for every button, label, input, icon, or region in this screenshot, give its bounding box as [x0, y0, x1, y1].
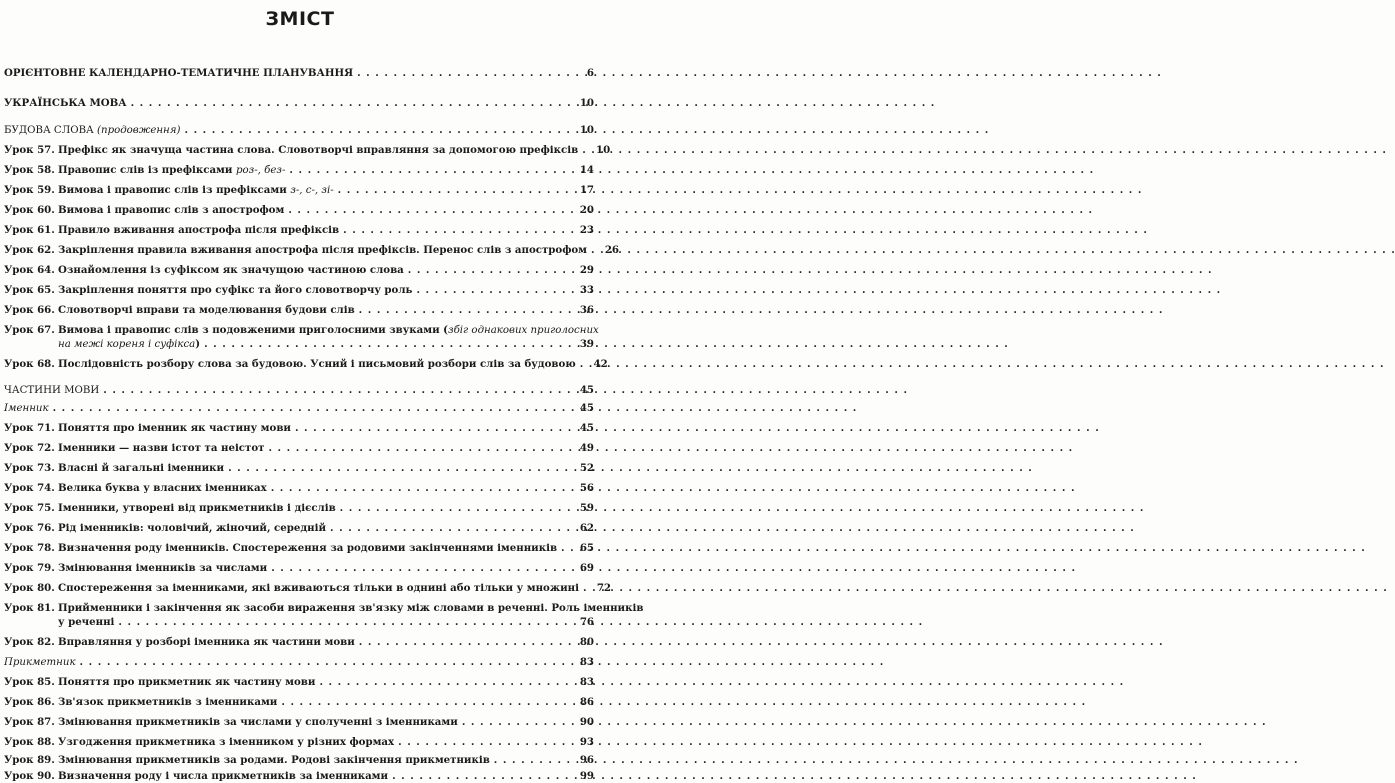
lesson-number: Урок 81.	[4, 602, 55, 614]
page-number: 17	[579, 184, 594, 196]
entry-text: Велика буква у власних іменниках	[58, 482, 267, 494]
entry-text: Змінювання іменників за числами	[58, 562, 268, 574]
leader-dots	[580, 358, 588, 371]
toc-entry[interactable]	[4, 770, 594, 783]
leader-dots	[288, 204, 574, 217]
page-number: 86	[579, 696, 594, 708]
lesson-number: Урок 68.	[4, 358, 55, 370]
leader-dots	[392, 770, 574, 783]
page-number: 33	[579, 284, 594, 296]
leader-dots	[408, 264, 574, 277]
leader-dots	[118, 616, 574, 629]
toc-entry[interactable]	[4, 602, 644, 615]
page-number: 56	[579, 482, 594, 494]
page-number: 45	[579, 402, 594, 414]
lesson-number: Урок 72.	[4, 442, 55, 454]
lesson-number: Урок 62.	[4, 244, 55, 256]
entry-text-italic-line2: на межі кореня і суфікса	[58, 339, 196, 350]
leader-dots	[343, 224, 574, 237]
toc-entry[interactable]	[4, 442, 594, 455]
entry-text: Іменники — назви істот та неістот	[58, 442, 265, 454]
toc-entry[interactable]	[4, 97, 594, 110]
lesson-number: Урок 73.	[4, 462, 55, 474]
page-number: 14	[579, 164, 594, 176]
page-number: 80	[579, 636, 594, 648]
lesson-number: Урок 66.	[4, 304, 55, 316]
leader-dots	[340, 502, 574, 515]
leader-dots	[462, 716, 574, 729]
lesson-number: Урок 58.	[4, 164, 55, 176]
leader-dots	[359, 304, 574, 317]
lesson-number: Урок 75.	[4, 502, 55, 514]
page-number: 6	[586, 67, 594, 79]
page-number: 76	[579, 616, 594, 628]
toc-entry[interactable]	[4, 284, 594, 297]
entry-text: Змінювання прикметників за родами. Родові закінчення прикметників	[58, 754, 490, 766]
lesson-number: Урок 57.	[4, 144, 55, 156]
leader-dots	[295, 422, 574, 435]
page-number: 45	[579, 384, 594, 396]
entry-text: Вправляння у розборі іменника як частини мови	[58, 636, 355, 648]
page-number: 59	[579, 502, 594, 514]
leader-dots	[319, 676, 574, 689]
lesson-number: Урок 85.	[4, 676, 55, 688]
entry-text: Рід іменників: чоловічий, жіночий, середній	[58, 522, 327, 534]
page-number: 42	[593, 358, 608, 370]
page-number: 10	[596, 144, 611, 156]
lesson-number: Урок 61.	[4, 224, 55, 236]
lesson-number: Урок 90.	[4, 770, 55, 782]
leader-dots	[561, 542, 574, 555]
lesson-number: Урок 86.	[4, 696, 55, 708]
lesson-number: Урок 89.	[4, 754, 55, 766]
entry-text: Вимова і правопис слів з апострофом	[58, 204, 285, 216]
page-number: 65	[579, 542, 594, 554]
entry-text-line2: у реченні	[58, 616, 115, 628]
leader-dots	[494, 754, 574, 767]
toc-entry[interactable]	[4, 324, 599, 337]
entry-text: Іменники, утворені від прикметників і дієслів	[58, 502, 336, 514]
entry-text: УКРАЇНСЬКА МОВА	[4, 97, 127, 109]
toc-entry[interactable]	[4, 358, 608, 371]
page-number: 83	[579, 676, 594, 688]
page-number: 23	[579, 224, 594, 236]
leader-dots	[80, 656, 574, 669]
entry-text: Прийменники і закінчення як засоби вираження зв'язку між словами в реченні. Роль іменників	[58, 602, 644, 614]
lesson-number: Урок 59.	[4, 184, 55, 196]
leader-dots	[131, 97, 574, 110]
entry-text: Спостереження за іменниками, які вживаються тільки в однині або тільки у множині	[58, 582, 579, 594]
page-number: 69	[579, 562, 594, 574]
entry-text: Вимова і правопис слів із префіксами	[58, 184, 291, 196]
leader-dots	[359, 636, 574, 649]
toc-entry[interactable]	[4, 502, 594, 515]
toc-entry[interactable]	[4, 224, 594, 237]
entry-text: Поняття про іменник як частину мови	[58, 422, 291, 434]
entry-text: Іменник	[4, 403, 49, 414]
entry-text-italic: з-, с-, зі-	[290, 185, 334, 196]
page-number: 10	[579, 124, 594, 136]
page-number: 99	[579, 770, 594, 782]
toc-entry[interactable]	[4, 522, 594, 535]
toc-entry[interactable]	[4, 656, 594, 669]
entry-text-italic: роз-, без-	[236, 165, 286, 176]
toc-entry[interactable]	[4, 562, 594, 575]
entry-text: Правило вживання апострофа після префіксів	[58, 224, 340, 236]
page-number: 96	[579, 754, 594, 766]
toc-entry[interactable]	[4, 164, 594, 177]
page-number: 83	[579, 656, 594, 668]
toc-entry[interactable]	[4, 422, 594, 435]
leader-dots	[583, 582, 591, 595]
leader-dots	[591, 244, 599, 257]
lesson-number: Урок 76.	[4, 522, 55, 534]
entry-text: Узгодження прикметника з іменником у різних формах	[58, 736, 395, 748]
toc-entry-continuation[interactable]	[58, 616, 594, 629]
page-number: 45	[579, 422, 594, 434]
page-number: 29	[579, 264, 594, 276]
page-number: 10	[579, 97, 594, 109]
entry-text: Визначення роду іменників. Спостереження за родовими закінченнями іменників	[58, 542, 558, 554]
toc-entry[interactable]	[4, 144, 611, 157]
page-number: 36	[579, 304, 594, 316]
page-number: 20	[579, 204, 594, 216]
entry-text: Правопис слів із префіксами	[58, 164, 237, 176]
toc-entry[interactable]	[4, 676, 594, 689]
entry-text: Зв'язок прикметників з іменниками	[58, 696, 278, 708]
lesson-number: Урок 79.	[4, 562, 55, 574]
toc-entry[interactable]	[4, 696, 594, 709]
leader-dots	[281, 696, 574, 709]
lesson-number: Урок 87.	[4, 716, 55, 728]
page-number: 39	[579, 338, 594, 350]
page-number: 90	[579, 716, 594, 728]
entry-text: Закріплення правила вживання апострофа після префіксів. Перенос слів з апострофом	[58, 244, 588, 256]
toc-entry[interactable]	[4, 244, 620, 257]
lesson-number: Урок 65.	[4, 284, 55, 296]
entry-text: Послідовність розбору слова за будовою. Усний і письмовий розбори слів за будовою	[58, 358, 576, 370]
toc-entry[interactable]	[4, 124, 594, 137]
leader-dots	[228, 462, 574, 475]
leader-dots	[289, 164, 574, 177]
toc-entry[interactable]	[4, 582, 611, 595]
entry-text: Префікс як значуща частина слова. Словотворчі вправляння за допомогою префіксів	[58, 144, 579, 156]
lesson-number: Урок 80.	[4, 582, 55, 594]
entry-text: Власні й загальні іменники	[58, 462, 225, 474]
leader-dots	[582, 144, 590, 157]
leader-dots	[271, 482, 574, 495]
entry-text: БУДОВА СЛОВА	[4, 125, 94, 136]
entry-text: ОРІЄНТОВНЕ КАЛЕНДАРНО-ТЕМАТИЧНЕ ПЛАНУВАННЯ	[4, 67, 354, 79]
toc-entry[interactable]	[4, 542, 594, 555]
page-title: ЗМІСТ	[265, 8, 335, 30]
page-number: 72	[596, 582, 611, 594]
entry-text: Прикметник	[4, 657, 76, 668]
toc-entry[interactable]	[4, 384, 594, 397]
entry-text: Поняття про прикметник як частину мови	[58, 676, 316, 688]
lesson-number: Урок 64.	[4, 264, 55, 276]
lesson-number: Урок 78.	[4, 542, 55, 554]
toc-entry[interactable]	[4, 67, 594, 80]
lesson-number: Урок 82.	[4, 636, 55, 648]
lesson-number: Урок 60.	[4, 204, 55, 216]
leader-dots	[338, 184, 574, 197]
toc-entry[interactable]	[4, 736, 594, 749]
leader-dots	[357, 67, 574, 80]
page-number: 26	[604, 244, 620, 256]
lesson-number: Урок 74.	[4, 482, 55, 494]
lesson-number: Урок 71.	[4, 422, 55, 434]
entry-text: Закріплення поняття про суфікс та його словотворчу роль	[58, 284, 413, 296]
leader-dots	[330, 522, 574, 535]
leader-dots	[204, 338, 574, 351]
toc-entry[interactable]	[4, 462, 594, 475]
page-number: 52	[579, 462, 594, 474]
toc-entry[interactable]	[4, 304, 594, 317]
page-number: 49	[579, 442, 594, 454]
page-number: 62	[579, 522, 594, 534]
toc-entry[interactable]	[4, 402, 594, 415]
entry-text: Змінювання прикметників за числами у сполученні з іменниками	[58, 716, 458, 728]
entry-text-italic: збіг однакових приголосних	[448, 325, 599, 336]
leader-dots	[103, 384, 574, 397]
toc-entry[interactable]	[4, 204, 594, 217]
entry-text: Вимова і правопис слів з подовженими приголосними звуками (	[58, 324, 449, 336]
toc-entry[interactable]	[4, 716, 594, 729]
toc-entry[interactable]	[4, 754, 594, 767]
leader-dots	[53, 402, 574, 415]
lesson-number: Урок 88.	[4, 736, 55, 748]
leader-dots	[268, 442, 574, 455]
toc-entry[interactable]	[4, 264, 594, 277]
toc-entry[interactable]	[4, 636, 594, 649]
entry-text: ЧАСТИНИ МОВИ	[4, 385, 100, 396]
leader-dots	[185, 124, 575, 137]
lesson-number: Урок 67.	[4, 324, 55, 336]
toc-entry[interactable]	[4, 184, 594, 197]
toc-entry[interactable]	[4, 482, 594, 495]
leader-dots	[271, 562, 574, 575]
leader-dots	[398, 736, 574, 749]
entry-text: Визначення роду і числа прикметників за іменниками	[58, 770, 389, 782]
page-number: 93	[579, 736, 594, 748]
entry-text: Ознайомлення із суфіксом як значущою частиною слова	[58, 264, 404, 276]
entry-text: Словотворчі вправи та моделювання будови слів	[58, 304, 355, 316]
entry-text-italic: (продовження)	[97, 125, 181, 136]
leader-dots	[416, 284, 574, 297]
toc-entry-continuation[interactable]	[58, 338, 594, 351]
entry-text-line2-end: )	[195, 338, 201, 350]
